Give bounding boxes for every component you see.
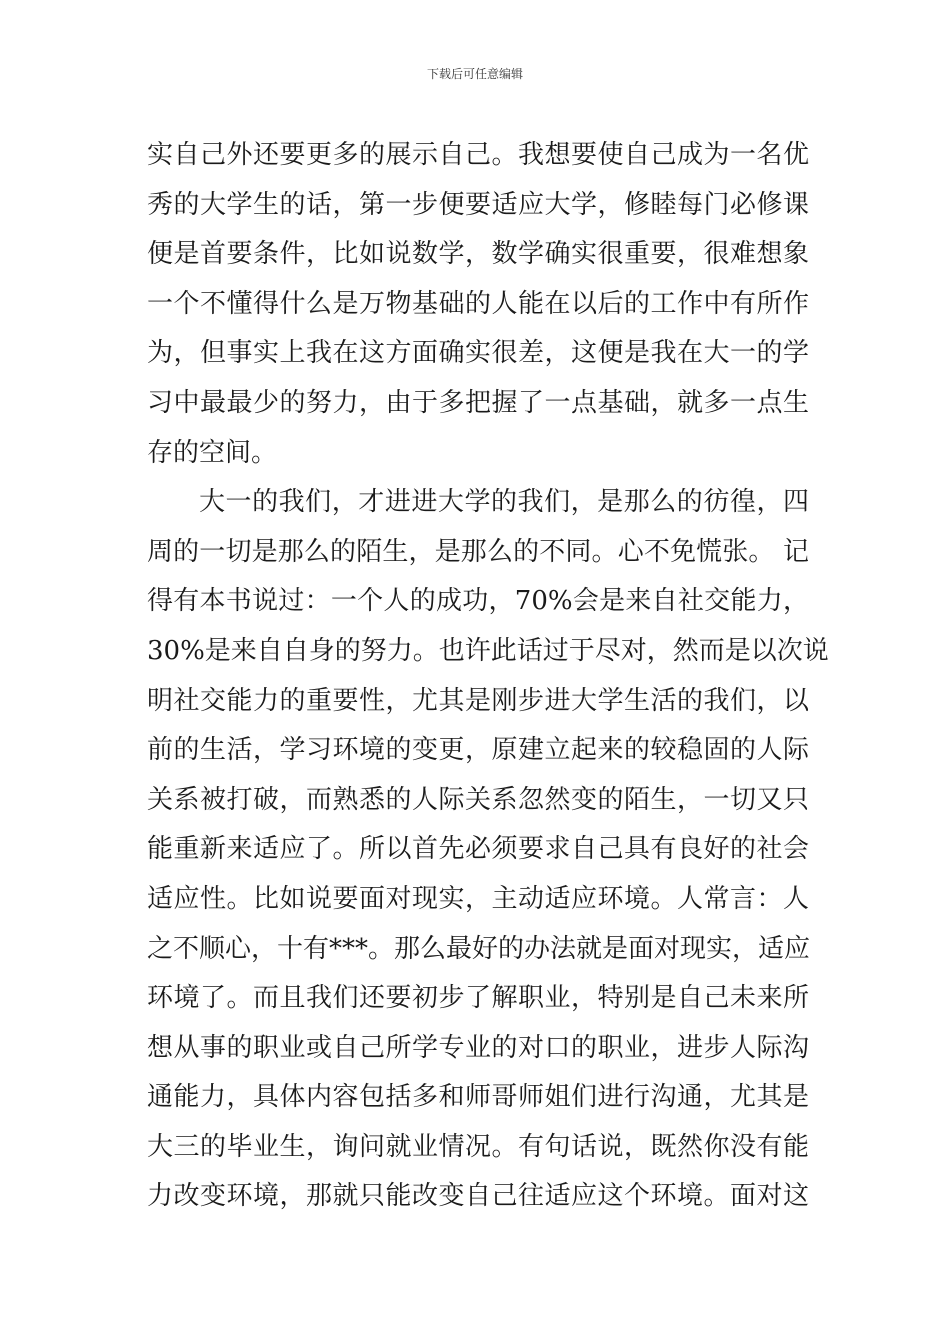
- text-line: 关系被打破，而熟悉的人际关系忽然变的陌生，一切又只: [147, 784, 809, 815]
- text-line: 力改变环境，那就只能改变自己往适应这个环境。面对这: [147, 1181, 809, 1212]
- paragraph-2: [147, 478, 829, 1222]
- text-line: 便是首要条件，比如说数学，数学确实很重要，很难想象: [147, 239, 809, 270]
- page-header: 下载后可任意编辑: [426, 67, 523, 81]
- text-line: 明社交能力的重要性，尤其是刚步进大学生活的我们，以: [147, 685, 809, 716]
- text-line: 存的空间。: [147, 437, 278, 468]
- document-body: [147, 131, 829, 1222]
- text-line: 实自己外还要更多的展示自己。我想要使自己成为一名优: [147, 140, 809, 170]
- text-line: 大三的毕业生，询问就业情况。有句话说，既然你没有能: [147, 1131, 809, 1162]
- text-line: 适应性。比如说要面对现实，主动适应环境。人常言：人: [147, 883, 809, 914]
- text-line: 一个不懂得什么是万物基础的人能在以后的工作中有所作: [147, 288, 809, 319]
- text-line: 能重新来适应了。所以首先必须要求自己具有良好的社会: [147, 834, 809, 865]
- text-line: 周的一切是那么的陌生，是那么的不同。心不免慌张。 记: [147, 536, 809, 567]
- text-line: 通能力，具体内容包括多和师哥师姐们进行沟通，尤其是: [147, 1082, 809, 1113]
- text-line: 为，但事实上我在这方面确实很差，这便是我在大一的学: [147, 338, 809, 369]
- text-line: 环境了。而且我们还要初步了解职业，特别是自己未来所: [147, 983, 809, 1014]
- text-line: 得有本书说过：一个人的成功，70%会是来自社交能力，: [147, 586, 809, 617]
- text-line: 秀的大学生的话，第一步便要适应大学，修睦每门必修课: [147, 189, 809, 220]
- text-line: 之不顺心，十有***。那么最好的办法就是面对现实，适应: [147, 933, 811, 964]
- text-line: 想从事的职业或自己所学专业的对口的职业，进步人际沟: [147, 1032, 809, 1063]
- text-line: 30%是来自自身的努力。也许此话过于尽对，然而是以次说: [147, 635, 829, 666]
- paragraph-1: [147, 131, 809, 478]
- text-line: 习中最最少的努力，由于多把握了一点基础，就多一点生: [147, 387, 809, 418]
- text-line: 大一的我们，才进进大学的我们，是那么的彷徨，四: [199, 487, 809, 518]
- text-line: 前的生活，学习环境的变更，原建立起来的较稳固的人际: [147, 735, 809, 766]
